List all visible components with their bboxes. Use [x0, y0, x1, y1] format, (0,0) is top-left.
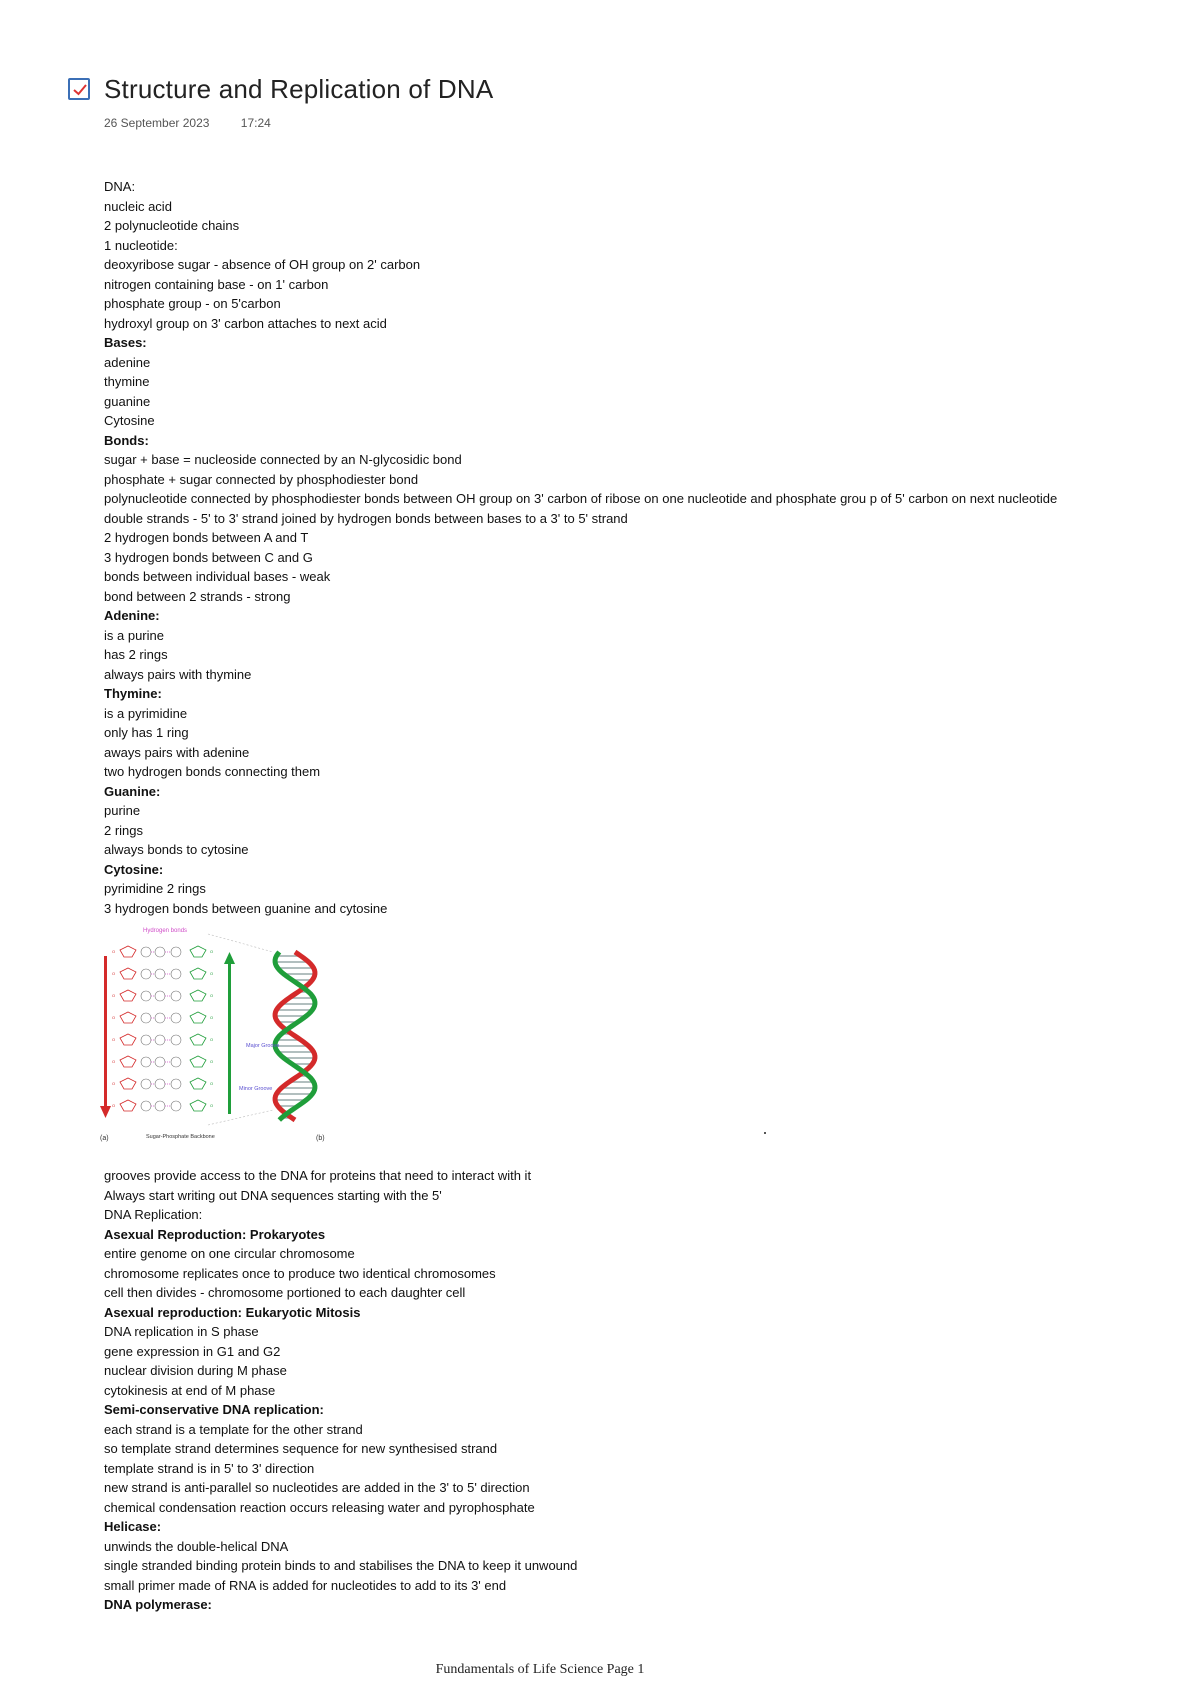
hbond-label: Hydrogen bonds: [143, 928, 188, 934]
checkbox-icon[interactable]: [68, 78, 90, 100]
note-line: bond between 2 strands - strong: [104, 588, 291, 604]
note-line: has 2 rings: [104, 647, 168, 662]
note-line: Bonds:: [104, 432, 149, 448]
svg-text:O: O: [112, 949, 116, 954]
note-line: new strand is anti-parallel so nucleotides are added in the 3' to 5' direction: [104, 1480, 530, 1495]
note-line: Adenine:: [104, 608, 160, 623]
note-line: thymine: [104, 374, 150, 389]
note-line: so template strand determines sequence for new synthesised strand: [104, 1441, 498, 1456]
notes-block-replication: [104, 1166, 577, 1615]
dna-structure-figure: [98, 920, 338, 1142]
note-line: Thymine:: [104, 686, 162, 701]
svg-text:O: O: [210, 1015, 214, 1020]
note-line: always bonds to cytosine: [104, 842, 249, 857]
note-line: is a pyrimidine: [104, 705, 188, 721]
note-line: Guanine:: [104, 783, 161, 799]
note-line: Bases:: [104, 335, 147, 350]
note-line: is a purine: [104, 627, 164, 643]
note-line: DNA polymerase:: [104, 1597, 212, 1612]
svg-text:O: O: [112, 1059, 116, 1064]
note-line: grooves provide access to the DNA for proteins that need to interact with it: [104, 1168, 532, 1183]
note-line: polynucleotide connected by phosphodiester bonds between OH group on 3' carbon of ribose on one nucleotide and phosphate grou p of 5' carbon on next nucleotide: [104, 491, 1058, 506]
note-line: phosphate + sugar connected by phosphodiester bond: [104, 471, 419, 487]
notes-block-structure: [104, 177, 1057, 918]
note-line: Asexual Reproduction: Prokaryotes: [104, 1226, 326, 1242]
note-line: DNA:: [104, 179, 136, 194]
svg-text:O: O: [210, 993, 214, 998]
red-strand-arrow: [104, 956, 107, 1106]
note-line: always pairs with thymine: [104, 666, 252, 682]
svg-text:O: O: [210, 1037, 214, 1042]
svg-text:O: O: [112, 1081, 116, 1086]
note-line: DNA Replication:: [104, 1207, 203, 1222]
svg-text:O: O: [210, 949, 214, 954]
note-line: double strands - 5' to 3' strand joined by hydrogen bonds between bases to a 3' to 5' strand: [104, 510, 628, 526]
note-line: two hydrogen bonds connecting them: [104, 764, 321, 779]
note-line: Cytosine:: [104, 861, 164, 877]
note-line: Asexual reproduction: Eukaryotic Mitosis: [104, 1304, 361, 1320]
note-line: Cytosine: [104, 413, 155, 428]
label-a: (a): [100, 1135, 109, 1142]
note-line: 2 rings: [104, 822, 144, 838]
svg-text:O: O: [210, 1059, 214, 1064]
svg-text:O: O: [112, 993, 116, 998]
svg-text:O: O: [112, 971, 116, 976]
note-line: purine: [104, 803, 141, 818]
note-line: 3 hydrogen bonds between guanine and cytosine: [104, 900, 388, 916]
note-line: guanine: [104, 393, 151, 409]
note-line: template strand is in 5' to 3' direction: [104, 1460, 315, 1476]
page-title: Structure and Replication of DNA: [104, 74, 494, 104]
note-line: deoxyribose sugar - absence of OH group on 2' carbon: [104, 257, 421, 272]
note-line: aways pairs with adenine: [104, 744, 250, 760]
note-line: 2 polynucleotide chains: [104, 218, 240, 233]
time-text: 17:24: [240, 116, 271, 130]
note-line: Helicase:: [104, 1519, 162, 1534]
date-text: 26 September 2023: [104, 116, 210, 130]
note-line: pyrimidine 2 rings: [104, 881, 206, 896]
svg-text:O: O: [210, 1103, 214, 1108]
note-line: phosphate group - on 5'carbon: [104, 296, 281, 311]
svg-text:O: O: [112, 1037, 116, 1042]
note-line: only has 1 ring: [104, 725, 189, 740]
green-arrow-head: [224, 952, 235, 964]
note-line: 2 hydrogen bonds between A and T: [104, 530, 309, 545]
page-footer: Fundamentals of Life Science Page 1: [435, 1662, 645, 1677]
note-line: Always start writing out DNA sequences starting with the 5': [104, 1187, 442, 1203]
double-helix: [275, 952, 315, 1120]
stray-dot: [764, 1132, 766, 1134]
major-groove-label: Major Groove: [246, 1043, 280, 1049]
note-line: chromosome replicates once to produce two identical chromosomes: [104, 1265, 496, 1281]
minor-groove-label: Minor Groove: [239, 1086, 273, 1092]
note-line: entire genome on one circular chromosome: [104, 1246, 355, 1261]
note-line: nuclear division during M phase: [104, 1363, 287, 1378]
note-line: single stranded binding protein binds to and stabilises the DNA to keep it unwound: [104, 1558, 578, 1573]
note-line: DNA replication in S phase: [104, 1324, 259, 1339]
note-line: gene expression in G1 and G2: [104, 1343, 281, 1359]
green-strand-arrow: [228, 964, 231, 1114]
note-line: 1 nucleotide:: [104, 237, 178, 253]
svg-text:O: O: [112, 1015, 116, 1020]
backbone-label: Sugar-Phosphate Backbone: [146, 1134, 215, 1140]
label-b: (b): [316, 1135, 325, 1142]
note-line: cytokinesis at end of M phase: [104, 1382, 276, 1398]
svg-text:O: O: [210, 971, 214, 976]
note-line: chemical condensation reaction occurs releasing water and pyrophosphate: [104, 1499, 535, 1515]
note-line: 3 hydrogen bonds between C and G: [104, 549, 313, 565]
note-line: sugar + base = nucleoside connected by an N-glycosidic bond: [104, 452, 462, 467]
timestamp: [104, 116, 299, 130]
note-line: unwinds the double-helical DNA: [104, 1538, 289, 1554]
red-arrow-head: [100, 1106, 111, 1118]
note-line: nitrogen containing base - on 1' carbon: [104, 276, 329, 292]
note-line: each strand is a template for the other strand: [104, 1421, 363, 1437]
note-line: adenine: [104, 354, 151, 370]
svg-text:O: O: [210, 1081, 214, 1086]
note-line: bonds between individual bases - weak: [104, 569, 331, 584]
note-line: nucleic acid: [104, 198, 172, 214]
note-line: cell then divides - chromosome portioned to each daughter cell: [104, 1285, 466, 1300]
note-line: small primer made of RNA is added for nucleotides to add to its 3' end: [104, 1577, 507, 1593]
note-line: hydroxyl group on 3' carbon attaches to next acid: [104, 315, 387, 331]
note-line: Semi-conservative DNA replication:: [104, 1402, 324, 1417]
base-pair-ladder: [112, 946, 213, 1111]
svg-text:O: O: [112, 1103, 116, 1108]
